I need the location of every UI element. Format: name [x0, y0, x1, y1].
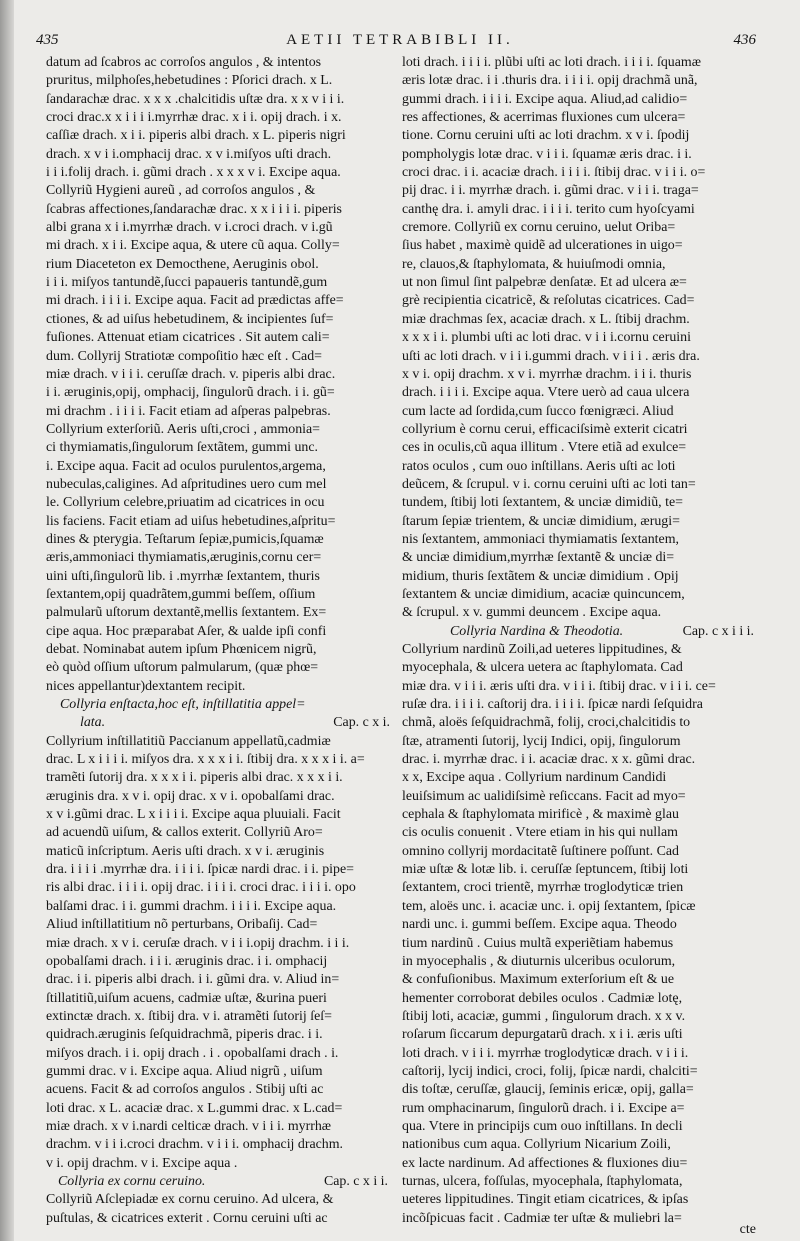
- text-line: ſtillatitiũ,uiſum acuens, cadmiæ uſtæ, &urina pueri: [46, 990, 327, 1006]
- text-line: tramẽti ſutorij dra. x x x i i. piperis albi drac. x x x i i.: [46, 770, 343, 786]
- text-line: & confuſionibus. Maximum exterſorium eſt & ue: [402, 972, 674, 988]
- text-line: ci thymiamatis,ſingulorum ſextãtem, gummi unc.: [46, 440, 318, 456]
- catchword: cte: [739, 1222, 756, 1237]
- text-line: ces in oculis,cũ aqua illitum . Vtere etiã ad exulce=: [402, 440, 687, 456]
- text-line: balſami drac. i i. gummi drachm. i i i i. Excipe aqua.: [46, 898, 337, 914]
- text-line: tione. Cornu ceruini uſti ac loti drachm. x v i. ſpodij: [402, 128, 690, 144]
- text-line: ſtæ, atramenti ſutorij, lycij Indici, opij, ſingulorum: [402, 733, 681, 749]
- text-line: dra. i i i i .myrrhæ dra. i i i i. ſpicæ nardi drac. i i. pipe=: [46, 862, 354, 878]
- text-line: ruſæ dra. i i i i. caſtorij dra. i i i i. ſpicæ nardi ſeſquidra: [402, 697, 703, 713]
- right-text-block-1: [402, 54, 756, 623]
- text-line: Collyrium exterſoriũ. Aeris uſti,croci , ammonia=: [46, 421, 321, 437]
- text-line: leuiſsimum ac ualidiſsimè reſiccans. Facit ad myo=: [402, 788, 686, 804]
- text-line: opobalſami drach. i i i. æruginis drac. i i. omphacij: [46, 953, 328, 969]
- text-line: dis toſtæ, ceruſſæ, glaucij, ſeminis ericæ, opij, galla=: [402, 1082, 694, 1098]
- text-line: æris,ammoniaci thymiamatis,æruginis,cornu cer=: [46, 550, 322, 566]
- text-line: mi drach. i i i i. Excipe aqua. Facit ad prædictas affe=: [46, 293, 344, 309]
- text-line: nis ſextantem, ammoniaci thymiamatis ſextantem,: [402, 531, 679, 547]
- text-line: drac. i. myrrhæ drac. i i. acaciæ drac. x x. gũmi drac.: [402, 752, 696, 768]
- right-section-heading-1: Collyria Nardina & Theodotia.: [450, 623, 624, 639]
- left-text-block-3: [46, 1191, 394, 1228]
- page-header: [0, 32, 800, 54]
- text-line: drachm. v i i i.croci drachm. v i i i. omphacij drachm.: [46, 1137, 344, 1153]
- text-line: miæ drach. x v i. ceruſæ drach. v i i i.opij drachm. i i i.: [46, 935, 350, 951]
- text-line: gummi drach. i i i i. Excipe aqua. Aliud,ad calidio=: [402, 91, 688, 107]
- text-line: ueteres lippitudines. Tingit etiam cicatrices, & ipſas: [402, 1192, 689, 1208]
- left-section-heading-1-cont: lata.: [80, 715, 106, 731]
- text-line: drach. x v i i.omphacij drac. x v i.miſyos uſti drach.: [46, 146, 332, 162]
- text-line: drach. i i i i. Excipe aqua. Vtere uerò ad caua ulcera: [402, 385, 690, 401]
- text-line: x v i.gũmi drac. L x i i i i. Excipe aqua pluuiali. Facit: [46, 807, 341, 823]
- text-line: eò quòd oſſium uſtorum palmularum, (quæ phœ=: [46, 660, 319, 676]
- text-line: grè recipientia cicatricẽ, & reſolutas cicatrices. Cad=: [402, 293, 695, 309]
- right-column: [402, 54, 756, 1228]
- text-line: mi drachm . i i i i. Facit etiam ad aſperas palpebras.: [46, 403, 331, 419]
- text-line: nices appellantur)dextantem recipit.: [46, 678, 246, 694]
- left-chapter-number-2: Cap. c x i i.: [323, 1173, 388, 1189]
- text-line: re, clauos,& ſtaphylomata, & huiuſmodi omnia,: [402, 256, 666, 272]
- text-line: miæ dra. v i i i. æris uſti dra. v i i i. ſtibij drac. v i i i. ce=: [402, 678, 716, 694]
- text-line: Collyriũ Aſclepiadæ ex cornu ceruino. Ad ulcera, &: [46, 1192, 334, 1208]
- text-line: croci drac. i i. acaciæ drach. i i i i. ſtibij drac. v i i i. o=: [402, 165, 706, 181]
- text-line: cipe aqua. Hoc præparabat Aſer, & ualde ipſi confi: [46, 623, 327, 639]
- text-line: extinctæ drach. x. ſtibij dra. v i. atramẽti ſutorij ſeſ=: [46, 1008, 332, 1024]
- text-line: dines & pterygia. Teſtarum ſepiæ,pumicis,ſquamæ: [46, 531, 324, 547]
- text-line: quidrach.æruginis ſeſquidrachmã, piperis drac. i i.: [46, 1027, 323, 1043]
- text-line: ſextantem & unciæ dimidium, acaciæ quincuncem,: [402, 586, 685, 602]
- text-line: qua. Vtere in principijs cum ouo inſtillans. In decli: [402, 1118, 683, 1134]
- text-line: omnino collyrij mordacitatẽ ſuſtinere poſſunt. Cad: [402, 843, 679, 859]
- text-line: roſarum ſiccarum depurgatarũ drach. x i i. æris uſti: [402, 1027, 683, 1043]
- text-line: i i i.folij drach. i. gũmi drach . x x x v i. Excipe aqua.: [46, 165, 341, 181]
- left-section-heading-1: Collyria enſtacta,hoc eſt, inſtillatitia appel=: [60, 697, 306, 713]
- right-chapter-line-1: [402, 623, 756, 641]
- text-line: rium Diaceteton ex Democthene, Aeruginis obol.: [46, 256, 319, 272]
- text-line: ſandarachæ drac. x x x .chalcitidis uſtæ dra. x x v i i i.: [46, 91, 345, 107]
- left-chapter-line-2: [46, 1173, 394, 1191]
- text-line: cremore. Collyriũ ex cornu ceruino, uelut Oriba=: [402, 220, 676, 236]
- text-line: caſtorij, lycij indici, croci, folij, ſpicæ nardi, chalciti=: [402, 1063, 698, 1079]
- folio-number-left: 435: [36, 32, 59, 48]
- text-line: incõſpicuas facit . Cadmiæ ter uſtæ & muliebri la=: [402, 1210, 682, 1226]
- right-text-block-2: [402, 641, 756, 1228]
- text-line: ſcabras affectiones,ſandarachæ drac. x x i i i i. piperis: [46, 201, 342, 217]
- text-line: Collyrium nardinũ Zoili,ad ueteres lippitudines, &: [402, 642, 682, 657]
- left-chapter-number-1: Cap. c x i.: [333, 715, 390, 731]
- text-line: miſyos drach. i i. opij drach . i . opobalſami drach . i.: [46, 1045, 339, 1061]
- text-line: drac. i i. piperis albi drach. i i. gũmi dra. v. Aliud in=: [46, 972, 340, 988]
- text-line: hementer corroborat debiles oculos . Cadmiæ lotę,: [402, 990, 683, 1006]
- text-line: tundem, ſtibij loti ſextantem, & unciæ dimidiũ, te=: [402, 495, 683, 511]
- text-line: ctiones, & ad uiſus hebetudinem, & incipientes ſuf=: [46, 311, 334, 327]
- left-text-block-1: [46, 54, 394, 696]
- text-line: loti drach. i i i i. plũbi uſti ac loti drach. i i i i. ſquamæ: [402, 55, 701, 70]
- text-line: Collyriũ Hygieni aureũ , ad corroſos angulos , &: [46, 183, 316, 199]
- left-chapter-line-1: [46, 714, 394, 732]
- text-line: & unciæ dimidium,myrrhæ ſextantẽ & unciæ di=: [402, 550, 675, 566]
- text-line: deũcem, & ſcrupul. v i. cornu ceruini uſti ac loti tan=: [402, 476, 696, 492]
- text-line: i i. æruginis,opij, omphacij, ſingulorũ drach. i i. gũ=: [46, 385, 335, 401]
- text-line: canthę dra. i. amyli drac. i i i i. terito cum hyoſcyami: [402, 201, 695, 217]
- text-line: tium nardinũ . Cuius multã experiẽtiam habemus: [402, 935, 674, 951]
- text-line: palmularũ uſtorum dextantẽ,mellis ſextantem. Ex=: [46, 605, 327, 621]
- text-line: rum omphacinarum, ſingulorũ drach. i i. Excipe a=: [402, 1100, 685, 1116]
- text-line: cum lacte ad ſordida,cum ſucco fœnigræci. Aliud: [402, 403, 674, 419]
- text-line: Aliud inſtillatitium nõ perturbans, Oribaſij. Cad=: [46, 917, 318, 933]
- text-line: turnas, ulcera, foſſulas, myocephala, ſtaphylomata,: [402, 1173, 683, 1189]
- text-line: i. Excipe aqua. Facit ad oculos purulentos,argema,: [46, 458, 326, 474]
- text-line: nardi unc. i. gummi beſſem. Excipe aqua. Theodo: [402, 917, 677, 933]
- text-line: cephala & ſtaphylomata mirificè , & maximè glau: [402, 807, 679, 823]
- text-line: caſſiæ drach. x i i. piperis albi drach. x L. piperis nigri: [46, 128, 346, 144]
- text-line: tem, aloës unc. i. acaciæ unc. i. opij ſextantem, ſpicæ: [402, 898, 696, 914]
- text-line: puſtulas, & cicatrices exterit . Cornu ceruini uſti ac: [46, 1210, 328, 1226]
- text-line: ut non ſimul ſint palpebræ denſatæ. Et ad ulcera æ=: [402, 275, 687, 291]
- left-section-heading-2: Collyria ex cornu ceruino.: [58, 1173, 206, 1189]
- text-line: ex lacte nardinum. Ad affectiones & fluxiones diu=: [402, 1155, 688, 1171]
- text-line: midium, thuris ſextãtem & unciæ dimidium . Opij: [402, 568, 679, 584]
- text-line: ratos oculos , cum ouo inſtillans. Aeris uſti ac loti: [402, 458, 676, 474]
- text-line: myocephala, & ulcera uetera ac ſtaphylomata. Cad: [402, 660, 683, 676]
- text-line: debat. Nominabat autem ipſum Phœnicem nigrũ,: [46, 642, 317, 657]
- text-line: & ſcrupul. x v. gummi deuncem . Excipe aqua.: [402, 605, 662, 621]
- text-line: v i. opij drachm. v i. Excipe aqua .: [46, 1155, 238, 1171]
- text-line: res affectiones, & acerrimas fluxiones cum ulcera=: [402, 110, 686, 126]
- text-line: ſius habet , maximè quidẽ ad ulcerationes in uigo=: [402, 238, 683, 254]
- text-line: in myocephalis , & diuturnis ulceribus oculorum,: [402, 953, 676, 969]
- text-line: mi drach. x i i. Excipe aqua, & utere cũ aqua. Colly=: [46, 238, 340, 254]
- text-line: loti drach. v i i i. myrrhæ troglodyticæ drach. v i i i.: [402, 1045, 689, 1061]
- text-line: ſextantem, croci trientẽ, myrrhæ troglodyticæ trien: [402, 880, 684, 896]
- text-line: ſtibij loti, acaciæ, gummi , ſingulorum drach. x x v.: [402, 1008, 686, 1024]
- text-line: ſextantem,opij quadrãtem,gummi beſſem, oſſium: [46, 586, 316, 602]
- text-line: uini uſti,ſingulorũ lib. i .myrrhæ ſextantem, thuris: [46, 568, 320, 584]
- text-line: fuſiones. Attenuat etiam cicatrices . Sit autem cali=: [46, 330, 330, 346]
- text-line: uſti ac loti drach. v i i i.gummi drach. v i i i . æris dra.: [402, 348, 700, 364]
- text-line: drac. L x i i i i. miſyos dra. x x x i i. ſtibij dra. x x x i i. a=: [46, 752, 365, 768]
- text-line: chmã, aloës ſeſquidrachmã, folij, croci,chalcitidis to: [402, 715, 691, 731]
- text-line: miæ drachmas ſex, acaciæ drach. x L. ſtibij drachm.: [402, 311, 690, 327]
- right-chapter-number-1: Cap. c x i i i.: [682, 623, 754, 639]
- text-line: dum. Collyrij Stratiotæ compoſitio hæc eſt . Cad=: [46, 348, 322, 364]
- text-line: ad acuendũ uiſum, & callos exterit. Collyriũ Aro=: [46, 825, 323, 841]
- text-line: nationibus cum aqua. Collyrium Nicarium Zoili,: [402, 1137, 671, 1153]
- text-line: maticũ inſcriptum. Aeris uſti drach. x v i. æruginis: [46, 843, 325, 859]
- folio-number-right: 436: [733, 32, 756, 48]
- text-line: Collyrium inſtillatitiũ Paccianum appellatũ,cadmiæ: [46, 733, 331, 749]
- text-line: pruritus, milphoſes,hebetudines : Pſorici drach. x L.: [46, 73, 333, 89]
- text-line: nubeculas,caligines. Ad aſpritudines uero cum mel: [46, 476, 327, 492]
- text-line: cis oculis conuenit . Vtere etiam in his qui nullam: [402, 825, 678, 841]
- text-line: loti drac. x L. acaciæ drac. x L.gummi drac. x L.cad=: [46, 1100, 343, 1116]
- text-line: x x, Excipe aqua . Collyrium nardinum Candidi: [402, 770, 667, 786]
- text-line: x x x i i. plumbi uſti ac loti drac. v i i i.cornu ceruini: [402, 330, 691, 346]
- left-column: [46, 54, 394, 1228]
- text-line: croci drac.x x i i i i.myrrhæ drac. x i i. opij drach. i x.: [46, 110, 342, 126]
- text-line: pij drac. i i. myrrhæ drach. i. gũmi drac. v i i i. traga=: [402, 183, 699, 199]
- text-line: lis faciens. Facit etiam ad uiſus hebetudines,aſpritu=: [46, 513, 336, 529]
- text-line: gummi drac. v i. Excipe aqua. Aliud nigrũ , uiſum: [46, 1063, 323, 1079]
- text-line: miæ drach. x v i.nardi celticæ drach. v i i i. myrrhæ: [46, 1118, 332, 1134]
- running-head: AETII TETRABIBLI II.: [286, 32, 514, 48]
- text-line: ris albi drac. i i i i. opij drac. i i i i. croci drac. i i i i. opo: [46, 880, 356, 896]
- text-line: x v i. opij drachm. x v i. myrrhæ drachm. i i i. thuris: [402, 366, 692, 382]
- text-line: albi grana x i i.myrrhæ drach. v i.croci drach. v i.gũ: [46, 220, 333, 236]
- text-line: pompholygis lotæ drac. v i i i. ſquamæ æris drac. i i.: [402, 146, 692, 162]
- left-text-block-2: [46, 733, 394, 1173]
- scan-edge-shadow: [0, 0, 14, 1241]
- text-line: datum ad ſcabros ac corroſos angulos , & intentos: [46, 55, 322, 70]
- text-line: ſtarum ſepiæ trientem, & unciæ dimidium, ærugi=: [402, 513, 680, 529]
- text-line: miæ drach. v i i i. ceruſſæ drach. v. piperis albi drac.: [46, 366, 336, 382]
- text-line: acuens. Facit & ad corroſos angulos . Stibij uſti ac: [46, 1082, 324, 1098]
- text-line: miæ uſtæ & lotæ lib. i. ceruſſæ ſeptuncem, ſtibij loti: [402, 862, 689, 878]
- text-line: æruginis dra. x v i. opij drac. x v i. opobalſami drac.: [46, 788, 335, 804]
- text-line: i i i. miſyos tantundẽ,ſucci papaueris tantundẽ,gum: [46, 275, 328, 291]
- text-line: collyrium è cornu cerui, efficaciſsimè exterit cicatri: [402, 421, 688, 437]
- text-line: æris lotæ drac. i i .thuris dra. i i i i. opij drachmã unã,: [402, 73, 698, 89]
- text-line: le. Collyrium celebre,priuatim ad cicatrices in ocu: [46, 495, 325, 511]
